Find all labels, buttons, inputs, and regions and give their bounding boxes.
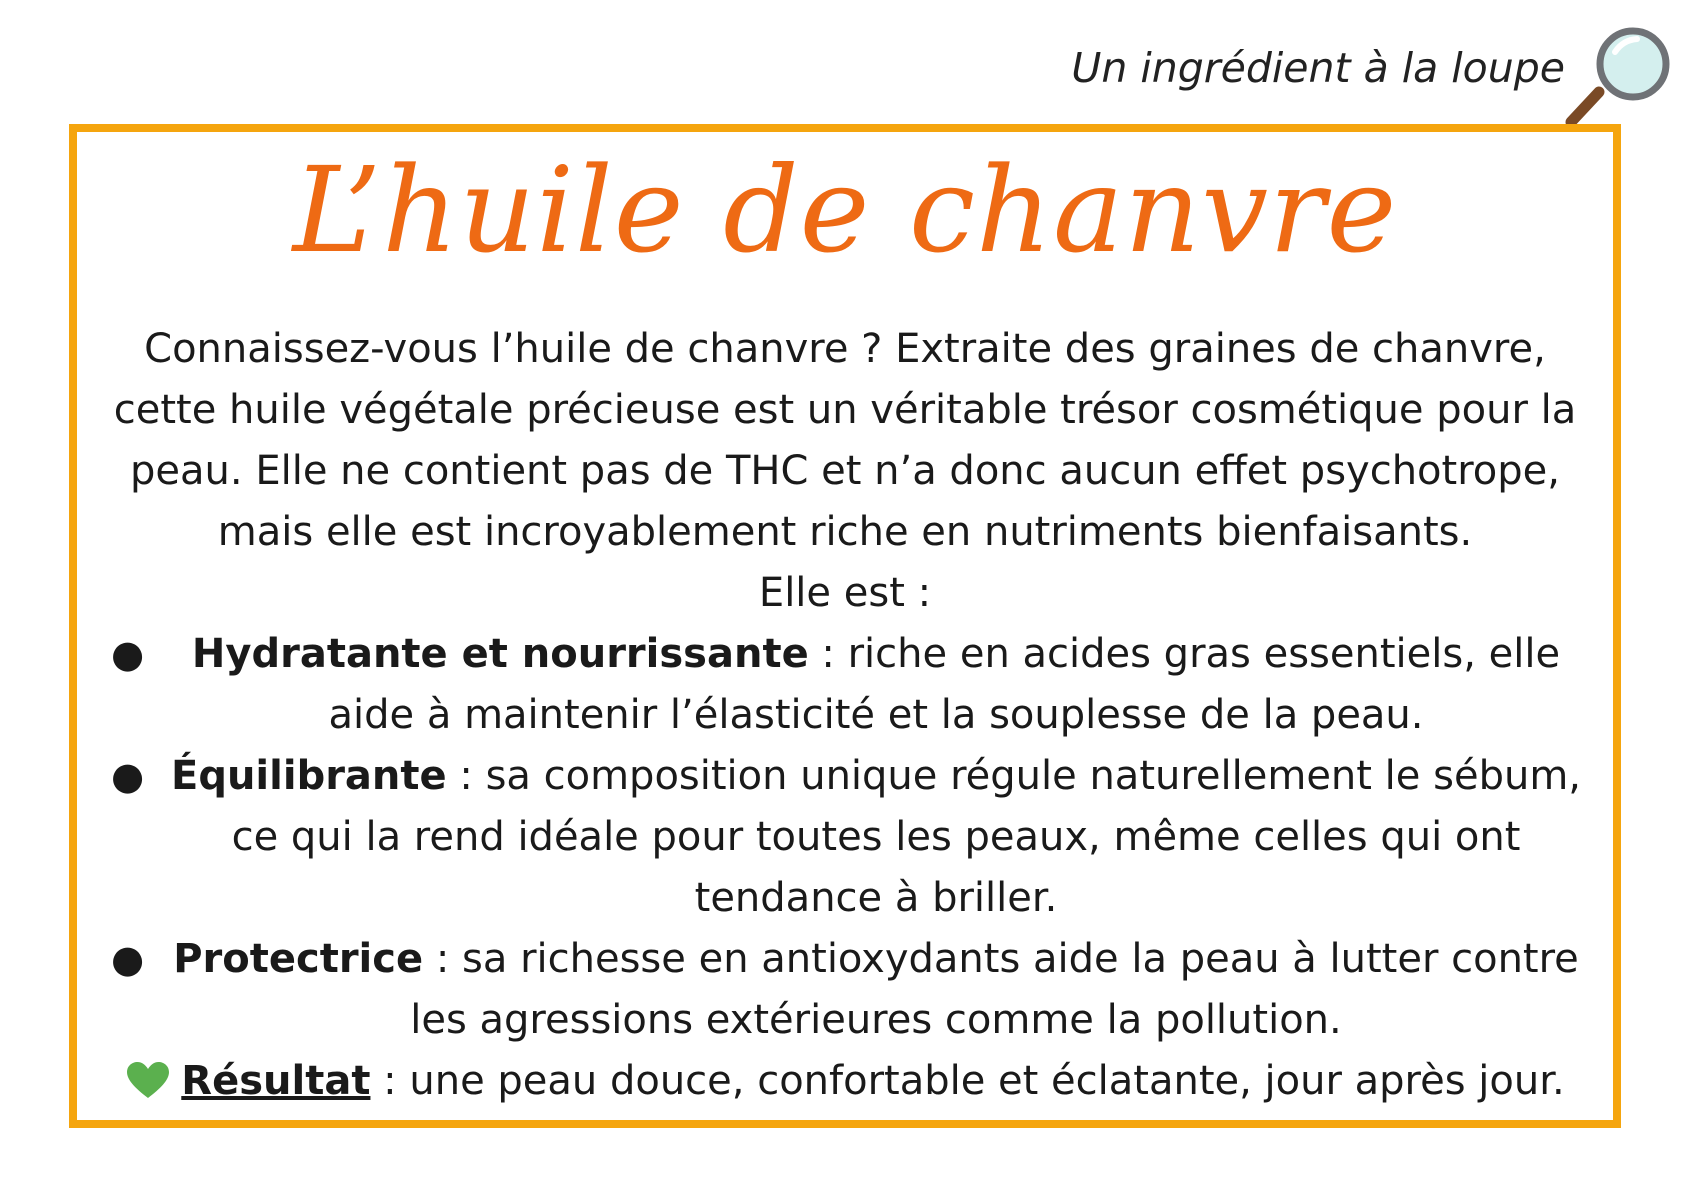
benefit-item — [89, 929, 1601, 1051]
bullet-icon: ● — [111, 937, 145, 981]
green-heart-icon — [125, 1060, 171, 1100]
bullet-icon: ● — [111, 632, 145, 676]
intro-paragraph: Connaissez-vous l’huile de chanvre ? Extraite des graines de chanvre, cette huile végétale précieuse est un véritable trésor cosmétique pour la peau. Elle ne contient pas de THC et n’a donc aucun effet psychotrope, mais elle est incroyablement riche en nutriments bienfaisants. — [113, 326, 1577, 555]
result-label: Résultat — [181, 1058, 371, 1104]
benefit-text: : sa composition unique régule naturellement le sébum, ce qui la rend idéale pour toutes les peaux, même celles qui ont tendance à briller. — [231, 753, 1581, 921]
header-tagline: Un ingrédient à la loupe — [1071, 44, 1565, 92]
bullet-icon: ● — [111, 754, 145, 798]
benefit-term: Équilibrante — [171, 753, 447, 799]
benefits-lead: Elle est : — [758, 570, 932, 616]
benefit-item — [89, 624, 1601, 746]
card-content — [89, 319, 1601, 1112]
benefit-item — [89, 746, 1601, 929]
benefit-term: Protectrice — [173, 936, 424, 982]
card-title: L’huile de chanvre — [292, 141, 1398, 279]
benefits-list — [89, 624, 1601, 1051]
magnifying-glass-icon — [1565, 22, 1680, 132]
benefit-term: Hydratante et nourrissante — [191, 631, 809, 677]
result-line — [89, 1051, 1601, 1112]
benefit-text: : sa richesse en antioxydants aide la peau à lutter contre les agressions extérieures comme la pollution. — [410, 936, 1579, 1043]
ingredient-card — [69, 124, 1621, 1128]
result-text: : une peau douce, confortable et éclatante, jour après jour. — [370, 1058, 1565, 1104]
benefit-text: : riche en acides gras essentiels, elle aide à maintenir l’élasticité et la souplesse de la peau. — [328, 631, 1561, 738]
